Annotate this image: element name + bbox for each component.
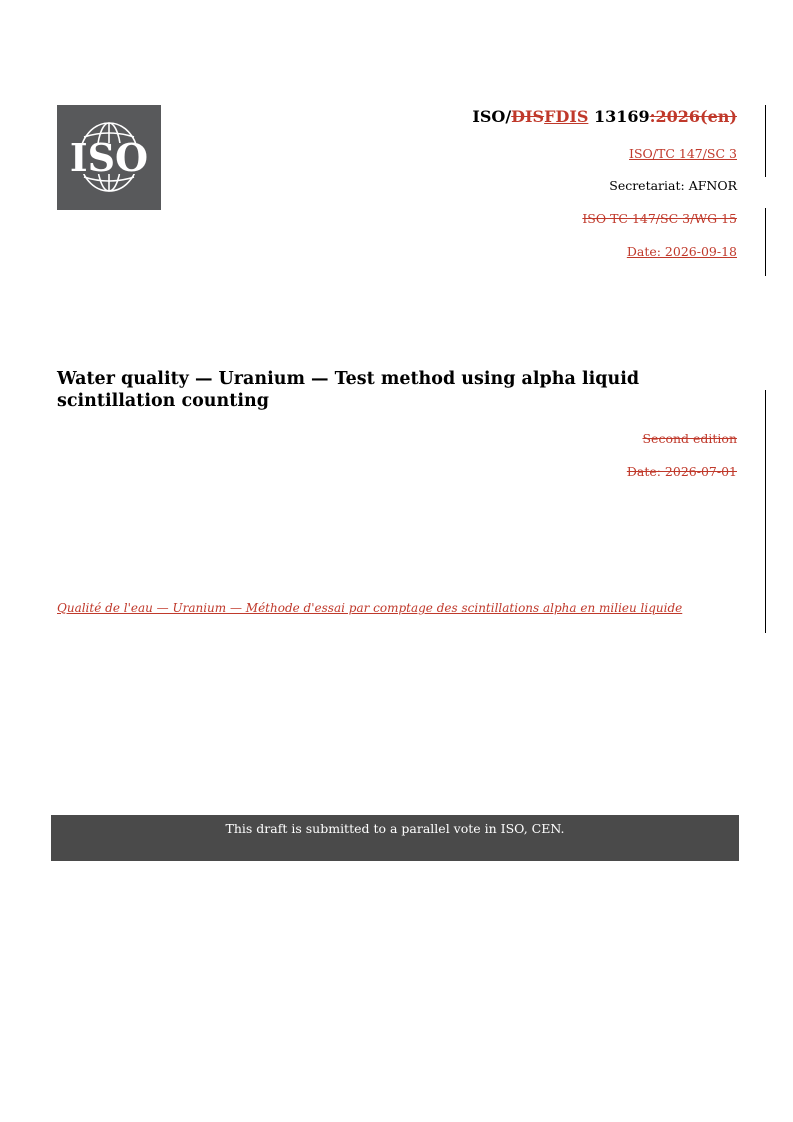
iso-logo <box>57 105 161 210</box>
change-bar <box>765 208 766 276</box>
deleted-committee: ISO TC 147/SC 3/WG 15 <box>582 211 737 226</box>
vote-banner-text: This draft is submitted to a parallel vote in ISO, CEN. <box>225 821 565 836</box>
docno-deleted-suffix: :2026(en) <box>649 107 737 126</box>
french-title: Qualité de l'eau — Uranium — Méthode d'essai par comptage des scintillations alpha en milieu liquide <box>57 601 683 615</box>
iso-globe-icon <box>57 105 161 210</box>
docno-deleted-stage: DIS <box>511 107 545 126</box>
document-title: Water quality — Uranium — Test method using alpha liquid scintillation counting <box>57 369 640 411</box>
document-number <box>472 106 737 128</box>
deleted-edition-date: Date: 2026-07-01 <box>626 464 737 479</box>
committee: ISO/TC 147/SC 3 <box>629 146 737 161</box>
document-reference <box>472 106 737 128</box>
deleted-edition: Second edition <box>642 431 737 446</box>
logo-text: ISO <box>69 135 149 180</box>
docno-prefix: ISO/ <box>472 107 512 126</box>
docno-number: 13169 <box>588 107 650 126</box>
secretariat: Secretariat: AFNOR <box>609 178 737 193</box>
document-date: Date: 2026-09-18 <box>626 244 737 259</box>
vote-banner <box>51 815 739 861</box>
change-bar <box>765 390 766 633</box>
docno-inserted-stage: FDIS <box>544 107 589 126</box>
change-bar <box>765 105 766 177</box>
